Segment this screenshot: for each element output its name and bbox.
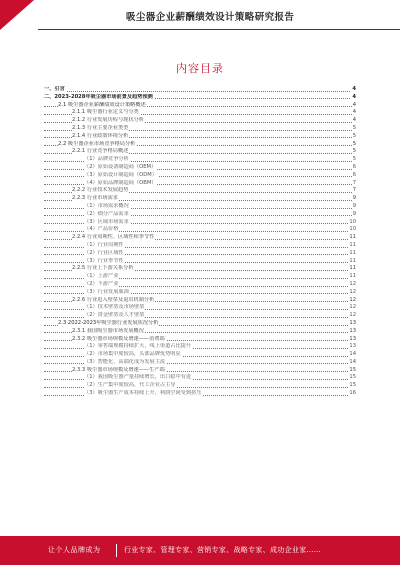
toc-entry-page: 11: [349, 257, 356, 264]
toc-entry-title: （4）产品价格: [84, 226, 119, 233]
toc-entry-page: 12: [349, 296, 356, 303]
toc-entry[interactable]: [44, 250, 356, 258]
toc-entry[interactable]: [44, 148, 356, 156]
toc-entry-title: （4）原始品牌制造商（OBM）: [84, 179, 157, 186]
toc-entry[interactable]: [44, 328, 356, 336]
toc-entry[interactable]: [44, 156, 356, 164]
toc-entry[interactable]: [44, 367, 356, 375]
toc-entry-page: 5: [352, 156, 356, 163]
toc-entry[interactable]: [44, 351, 356, 359]
page-footer: [0, 536, 400, 565]
toc-entry-page: 9: [352, 195, 356, 202]
toc-entry-title: 2.1.3 行业主要企业类型: [72, 124, 129, 131]
table-of-contents: [44, 86, 356, 398]
toc-entry-title: 2.3.3 吸尘器市场规模及增速——生产端: [72, 366, 165, 373]
toc-entry-title: 2.1.2 行业发展历程与现状分析: [72, 117, 144, 124]
toc-entry[interactable]: [44, 281, 356, 289]
toc-entry-page: 13: [349, 319, 356, 326]
toc-entry[interactable]: [44, 125, 356, 133]
toc-entry-title: （3）智能化、高端化成为发展主流: [84, 358, 166, 365]
toc-entry-page: 12: [349, 288, 356, 295]
toc-entry-title: 2.2.1 行业竞争格局概述: [72, 148, 129, 155]
toc-heading: 内容目录: [176, 62, 224, 75]
toc-entry-page: 5: [352, 124, 356, 131]
toc-entry-title: （1）上游产业: [84, 273, 119, 280]
toc-entry[interactable]: [44, 234, 356, 242]
toc-entry[interactable]: [44, 195, 356, 203]
toc-entry-page: 13: [349, 327, 356, 334]
toc-entry-title: （1）行业周期性: [84, 241, 124, 248]
toc-entry-title: 2.2.2 行业技术发展趋势: [72, 187, 129, 194]
toc-entry-title: （2）行业区域性: [84, 249, 124, 256]
toc-entry-title: 二、2023-2028年吸尘器市场前景及趋势预测: [44, 93, 153, 100]
toc-entry-page: 9: [352, 210, 356, 217]
toc-entry[interactable]: [44, 304, 356, 312]
toc-entry-page: 7: [352, 179, 356, 186]
toc-entry-title: （3）原始设计制造商（ODM）: [84, 171, 157, 178]
toc-entry-title: 2.2.4 行业周期性、区域性和季节性: [72, 234, 155, 241]
toc-entry-page: 13: [349, 335, 356, 342]
toc-entry-page: 11: [349, 273, 356, 280]
toc-entry-page: 16: [349, 390, 356, 397]
toc-entry-page: 12: [349, 304, 356, 311]
toc-entry[interactable]: [44, 141, 356, 149]
toc-entry[interactable]: [44, 390, 356, 398]
toc-entry-title: （1）市场需求概况: [84, 202, 129, 209]
toc-entry[interactable]: [44, 180, 356, 188]
toc-entry-page: 5: [352, 132, 356, 139]
toc-entry-page: 11: [349, 249, 356, 256]
toc-entry-page: 4: [352, 117, 356, 124]
toc-entry[interactable]: [44, 258, 356, 266]
toc-entry[interactable]: [44, 172, 356, 180]
toc-entry-page: 11: [349, 234, 356, 241]
toc-entry-page: 4: [352, 93, 356, 100]
footer-tagline: 行业专家、管理专家、营销专家、战略专家、成功企业家……: [124, 546, 322, 554]
toc-entry[interactable]: [44, 211, 356, 219]
toc-entry-page: 14: [349, 358, 356, 365]
toc-entry-title: （3）吸尘器生产成本持续上升，利润空间受到挤压: [84, 390, 202, 397]
report-title: 吸尘器企业薪酬绩效设计策略研究报告: [126, 12, 295, 23]
toc-entry[interactable]: [44, 164, 356, 172]
toc-entry[interactable]: [44, 359, 356, 367]
toc-entry-page: 4: [352, 86, 356, 92]
toc-entry-page: 13: [349, 343, 356, 350]
toc-entry[interactable]: [44, 109, 356, 117]
toc-entry[interactable]: [44, 289, 356, 297]
toc-entry-page: 6: [352, 163, 356, 170]
toc-entry-title: （1）我国吸尘器产量持续增长，出口稳中有进: [84, 374, 192, 381]
toc-entry-title: 2.1.1 吸尘器行业定义与分类: [72, 109, 139, 116]
toc-entry-title: （3）区域市场需求: [84, 218, 129, 225]
toc-entry[interactable]: [44, 343, 356, 351]
toc-entry-page: 12: [349, 312, 356, 319]
header-accent-triangle: [0, 0, 34, 30]
toc-entry-page: 5: [352, 140, 356, 147]
header-divider: [38, 29, 400, 30]
toc-entry-title: 2.3.1 我国吸尘器市场发展概况: [72, 327, 144, 334]
toc-entry-title: （3）行业发展瓶颈: [84, 288, 129, 295]
toc-entry[interactable]: [44, 374, 356, 382]
toc-entry[interactable]: [44, 273, 356, 281]
toc-entry[interactable]: [44, 133, 356, 141]
toc-entry[interactable]: [44, 219, 356, 227]
toc-entry-title: （2）资金壁垒及人才壁垒: [84, 312, 145, 319]
toc-entry-title: （2）细分产品需求: [84, 210, 129, 217]
toc-entry[interactable]: [44, 320, 356, 328]
toc-entry[interactable]: [44, 242, 356, 250]
toc-entry-page: 9: [352, 202, 356, 209]
footer-separator: [116, 544, 117, 557]
toc-entry-page: 11: [349, 241, 356, 248]
toc-entry[interactable]: [44, 312, 356, 320]
toc-entry-title: 2.2.3 行业市场需求: [72, 195, 118, 202]
toc-entry-title: 2.3.2 吸尘器市场规模及增速——消费端: [72, 335, 165, 342]
toc-entry-title: （2）原始设备制造商（OEM）: [84, 163, 157, 170]
toc-entry-page: 14: [349, 351, 356, 358]
toc-entry-title: 2.1.4 行业政策环境分析: [72, 132, 129, 139]
toc-entry-title: 2.2.6 行业进入壁垒及退出机制分析: [72, 296, 155, 303]
toc-entry[interactable]: [44, 203, 356, 211]
toc-leader-dots: [44, 91, 356, 92]
toc-entry[interactable]: [44, 297, 356, 305]
toc-entry-title: 一、引言: [44, 86, 65, 92]
toc-entry-title: 2.2 吸尘器企业市场竞争格局分析: [58, 140, 136, 147]
toc-entry-title: （2）市场集中度较高，头部品牌优势明显: [84, 351, 181, 358]
toc-entry-page: 11: [349, 265, 356, 272]
toc-entry-title: （1）零售端规模持续扩大，线上渠道占比提升: [84, 343, 192, 350]
toc-entry-title: （2）生产集中度较高，代工企业占主导: [84, 382, 176, 389]
toc-entry-page: 15: [349, 382, 356, 389]
toc-entry[interactable]: [44, 336, 356, 344]
toc-entry-page: 4: [352, 101, 356, 108]
toc-entry-title: （3）行业季节性: [84, 257, 124, 264]
toc-entry-page: 15: [349, 366, 356, 373]
toc-entry-page: 10: [349, 226, 356, 233]
toc-entry-page: 4: [352, 109, 356, 116]
toc-entry[interactable]: [44, 265, 356, 273]
toc-entry-title: （2）下游产业: [84, 280, 119, 287]
toc-entry-page: 10: [349, 218, 356, 225]
toc-entry-title: （1）技术壁垒及市场壁垒: [84, 304, 145, 311]
toc-entry-page: 12: [349, 280, 356, 287]
toc-entry[interactable]: [44, 86, 356, 94]
toc-entry[interactable]: [44, 94, 356, 102]
toc-entry-page: 7: [352, 187, 356, 194]
toc-entry-title: （1）品牌竞争分析: [84, 156, 129, 163]
toc-entry-page: 5: [352, 148, 356, 155]
toc-entry[interactable]: [44, 382, 356, 390]
toc-entry-title: 2.2.5 行业上下游关系分析: [72, 265, 134, 272]
page-header: [0, 0, 400, 30]
toc-entry-page: 6: [352, 171, 356, 178]
toc-entry-title: 2.1 吸尘器企业薪酬绩效设计策略概述: [58, 101, 146, 108]
toc-entry-title: 2.3 2022-2023年吸尘器行业发展状况分析: [58, 319, 159, 326]
toc-entry-page: 15: [349, 374, 356, 381]
toc-entry[interactable]: [44, 226, 356, 234]
footer-slogan: 让个人品牌成为: [48, 546, 101, 554]
toc-entry[interactable]: [44, 102, 356, 110]
toc-entry[interactable]: [44, 187, 356, 195]
toc-entry[interactable]: [44, 117, 356, 125]
